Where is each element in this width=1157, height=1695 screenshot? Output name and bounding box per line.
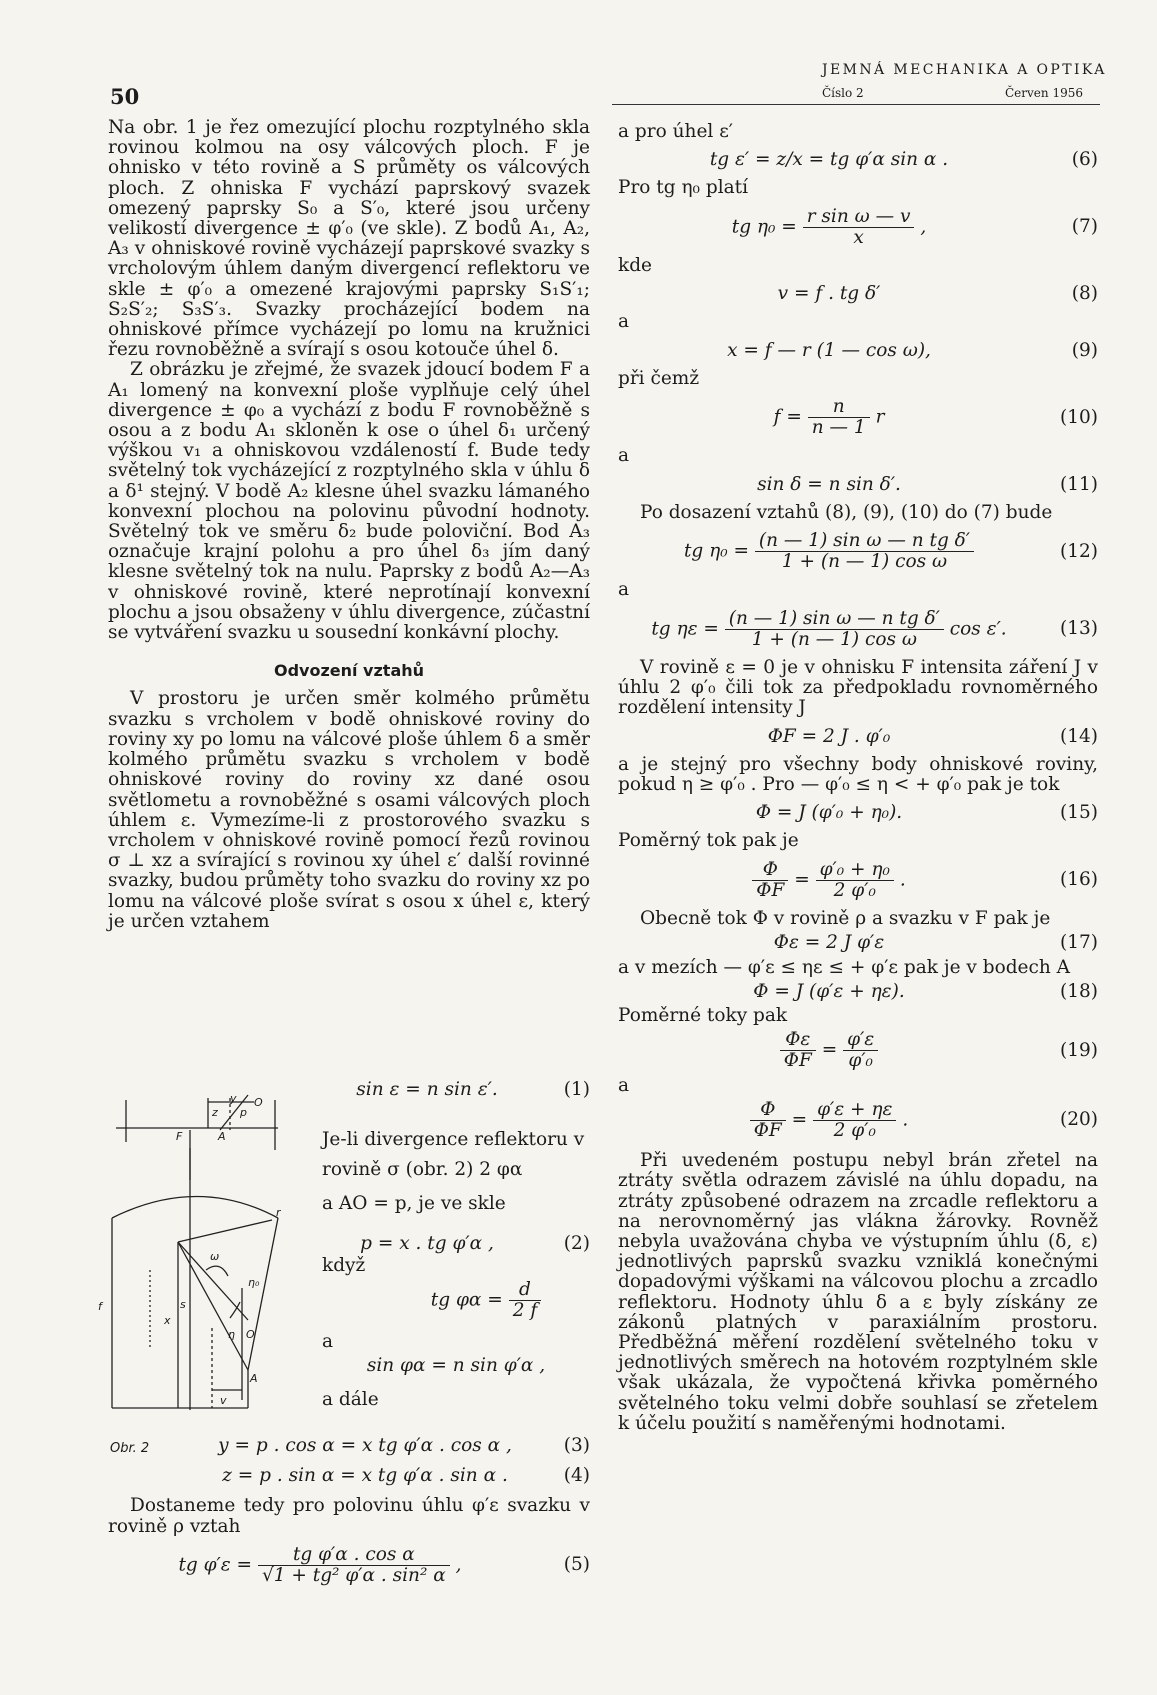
page-number: 50 [110, 84, 140, 109]
text-line: při čemž [618, 367, 700, 389]
left-column [108, 118, 590, 932]
equation-number: (5) [563, 1554, 590, 1576]
numerator: Φ [750, 1100, 786, 1121]
denominator: ΦF [783, 1050, 812, 1072]
equation-number: (17) [1060, 932, 1098, 954]
text-line: a [618, 311, 630, 333]
text-line: a v mezích — φ′ε ≤ ηε ≤ + φ′ε pak je v bodech A [618, 956, 1071, 978]
numerator: φ′ε [843, 1030, 878, 1051]
text-line: a [618, 579, 630, 601]
paragraph: Po dosazení vztahů (8), (9), (10) do (7) bude [640, 501, 1053, 523]
equation-tg-phi [322, 1280, 620, 1321]
equation: z = p . sin α = x tg φ′α . sin α . [222, 1465, 508, 1487]
numerator: r sin ω — v [803, 207, 915, 228]
paragraph: Z obrázku je zřejmé, že svazek jdoucí bodem F a A₁ lomený na konvexní ploše vyplňuje celý úhel divergence ± φ₀ a vychází z bodu F rovnoběžně s osou a z bodu A₁ skloněn k ose o úhel δ₁ určený výškou v₁ a ohniskovou vzdáleností f. Bude tedy světelný tok vycházející z rozptylného skla v úhlu δ a δ¹ stejný. V bodě A₂ klesne úhel svazku lámaného konvexní plochou na polovinu původní hodnoty. Světelný tok ve směru δ₂ bude poloviční. Bod A₃ označuje krajní polohu a pro úhel δ₃ jím daný klesne světelný tok na nulu. Paprsky z bodů A₂—A₃ v ohniskové rovině, které neprotínají konvexní plochu a jsou obsaženy v úhlu divergence, zúčastní se vytváření svazku u sousední konkávní plochy. [108, 359, 590, 644]
figure-label: y [230, 1092, 237, 1105]
text-line: Pro tg η₀ platí [618, 177, 748, 199]
equation-number: (7) [1071, 216, 1098, 238]
figure-2-drawing [108, 1070, 308, 1410]
denominator: ΦF [753, 1119, 782, 1141]
equation: sin ε = n sin ε′. [356, 1079, 498, 1100]
text-line: Poměrný tok pak je [618, 830, 799, 852]
right-column: a pro úhel ε′ tg ε′ = z/x = tg φ′α sin α . (6) Pro tg η₀ platí tg η₀ = $\frac{\text{r sin ω — v}}{x}$ , (7) kde v = f . tg δ′ (8) a x = f — r (1 — cos ω), (9) při čemž f = $\frac{n}{n — 1}$ r (10) a sin δ = n sin δ′. (11) Po dosazení vztahů (8), (9), (10) do (7) bude tg η₀ = $\frac{\text{(n — 1) sin ω — n tg δ′}}{\text{1 + (n — 1) cos ω}}$ (12) a tg ηε = $\frac{\text{(n — 1) sin ω — n tg δ′}}{\text{1 + (n — 1) cos ω}}$ cos ε′. (13) V rovině ε = 0 je v ohnisku F intensita záření J v úhlu 2 φ′₀ čili tok za předpokladu rovnoměrného rozdělení intensity J ΦF = 2 J . φ′₀ (14) a je stejný pro všechny body ohniskové roviny, pokud η ≥ φ′₀ . Pro — φ′₀ ≤ η < + φ′₀ pak je tok Φ = J (φ′₀ + η₀). (15) Poměrný tok pak je $\frac{\Phi}{\Phi F}$ = $\frac{\text{φ′₀ + η₀}}{\text{2 φ′₀}}$ . (16) Obecně tok Φ v rovině ρ a svazku v F pak je Φε = 2 J φ′ε (17) a v mezích — φ′ε ≤ ηε ≤ + φ′ε pak je v bodech A Φ = J (φ′ε + ηε). (18) Poměrné toky pak $\frac{\Phi\varepsilon}{\Phi F}$ = $\frac{\varphi'\varepsilon}{\text{φ′₀}}$ (19) a $\frac{\Phi}{\Phi F}$ = $\frac{\varphi'\varepsilon + \eta\varepsilon}{\text{2 φ′₀}}$ . (20) Při uvedeném postupu nebyl brán zřetel na ztráty světla odrazem závislé na úhlu dopadu, na ztráty způsobené odrazem na zrcadle reflektoru a na nerovnoměrný jas vlákna žárovky. Rovněž nebyla uvažována chyba ve výstupním úhlu (δ, ε) jednotlivých paprsků svazku vzniklá konečnými dopadovými výškami na válcovou plochu a zrcadlo reflektoru. Hodnoty úhlu δ a ε byly získány ze zákonů platných v paraxiálním prostoru. Předběžná měření rozdělení světelného toku v jednotlivých směrech na hotovém rozptylném skle však ukázala, že vypočtená křivka poměrného světelného toku velmi dobře souhlasí se zřetelem k účelu použití s naměřenými hodnotami. [618, 121, 1098, 1434]
fraction [258, 1545, 450, 1586]
equation: ΦF = 2 J . φ′₀ [767, 725, 891, 747]
numerator: (n — 1) sin ω — n tg δ′ [725, 609, 944, 630]
equation-number: (10) [1060, 406, 1098, 428]
paragraph: Obecně tok Φ v rovině ρ a svazku v F pak je [640, 908, 1051, 930]
numerator: d [509, 1280, 542, 1301]
figure-label: O [254, 1096, 263, 1109]
equation-number: (1) [563, 1079, 590, 1100]
fraction [755, 531, 974, 572]
paragraph: a je stejný pro všechny body ohniskové roviny, pokud η ≥ φ′₀ . Pro — φ′₀ ≤ η < + φ′₀ pak je tok [618, 753, 1098, 796]
equation-number: (12) [1060, 540, 1098, 562]
equation: sin φα = n sin φ′α , [366, 1355, 546, 1376]
paragraph: Při uvedeném postupu nebyl brán zřetel na ztráty světla odrazem závislé na úhlu dopadu, na ztráty způsobené odrazem na zrcadle reflektoru a na nerovnoměrný jas vlákna žárovky. Rovněž nebyla uvažována chyba ve výstupním úhlu (δ, ε) jednotlivých paprsků svazku vzniklá konečnými dopadovými výškami na válcovou plochu a zrcadlo reflektoru. Hodnoty úhlu δ a ε byly získány ze zákonů platných v paraxiálním prostoru. Předběžná měření rozdělení světelného toku v jednotlivých směrech na hotovém rozptylném skle však ukázala, že vypočtená křivka poměrného světelného toku velmi dobře souhlasí se zřetelem k účelu použití s naměřenými hodnotami. [618, 1150, 1098, 1434]
left-bottom: y = p . cos α = x tg φ′α . cos α , (3) z = p . sin α = x tg φ′α . sin α . (4) Dostaneme tedy pro polovinu úhlu φ′ε svazku v rovině ρ vztah tg φ′ε = $\frac{\text{tg φ′α . cos α}}{\text{√1 + tg² φ′α . sin² α}}$ , (5) [108, 1435, 590, 1587]
issue-date: Červen 1956 [1005, 86, 1083, 100]
equation: x = f — r (1 — cos ω), [727, 339, 931, 361]
equation: tg ε′ = z/x = tg φ′α sin α . [709, 149, 949, 171]
denominator: 1 + (n — 1) cos ω [781, 551, 948, 573]
equation-number: (8) [1071, 283, 1098, 305]
denominator: 1 + (n — 1) cos ω [751, 628, 917, 650]
figure-label: η₀ [248, 1276, 260, 1289]
numerator: φ′ε + ηε [813, 1100, 896, 1121]
text-line: a [618, 445, 630, 467]
issue-label: Číslo 2 [822, 86, 864, 100]
equation-rhs: r [875, 406, 885, 428]
figure-label: f [98, 1300, 102, 1313]
figure-caption: Obr. 2 [110, 1441, 150, 1456]
equation-number: (6) [1071, 149, 1098, 171]
paragraph: Dostaneme tedy pro polovinu úhlu φ′ε svazku v rovině ρ vztah [108, 1495, 590, 1537]
figure-label: v [220, 1394, 227, 1407]
equation: Φε = 2 J φ′ε [773, 932, 885, 954]
fraction [509, 1280, 542, 1321]
equation-lhs: tg η₀ = [683, 540, 750, 562]
equation: v = f . tg δ′ [777, 283, 881, 305]
fraction [750, 1100, 786, 1141]
text-line: a pro úhel ε′ [618, 121, 733, 142]
equation-number: (20) [1060, 1109, 1098, 1131]
denominator: 2 φ′₀ [833, 1119, 876, 1141]
figure-label: F [176, 1130, 183, 1143]
side-text: a [322, 1331, 334, 1352]
section-heading: Odvození vztahů [273, 661, 425, 681]
equation-number: (15) [1060, 802, 1098, 824]
equation-rhs: cos ε′. [949, 618, 1007, 640]
figure-label: s [180, 1298, 186, 1311]
numerator: tg φ′α . cos α [258, 1545, 450, 1566]
equation-number: (2) [563, 1233, 590, 1254]
denominator: ΦF [756, 879, 785, 901]
side-text: Je-li divergence reflektoru v rovině σ (obr. 2) 2 φα [322, 1129, 585, 1180]
fraction [725, 609, 944, 650]
figure-label: p [240, 1106, 247, 1119]
figure-label: ω [210, 1250, 220, 1263]
equation-lhs: tg φ′ε = [178, 1554, 253, 1576]
fraction [813, 1100, 896, 1141]
header-rule [612, 104, 1100, 105]
figure-2 [98, 1070, 308, 1410]
fraction [780, 1030, 816, 1071]
fraction [808, 397, 870, 438]
numerator: Φε [780, 1030, 816, 1051]
equation-number: (13) [1060, 618, 1098, 640]
paragraph: Na obr. 1 je řez omezující plochu rozptylného skla rovinou kolmou na osy válcových ploch. F je ohnisko v této rovině a S průměty os válcových ploch. Z ohniska F vychází paprskový svazek omezený paprsky S₀ a S′₀, které jsou určeny velikostí divergence ± φ′₀ (ve skle). Z bodů A₁, A₂, A₃ v ohniskové rovině vycházejí paprskové svazky s vrcholovým úhlem daným divergencí reflektoru ve skle ± φ′₀ a omezené krajovými paprsky S₁S′₁; S₂S′₂; S₃S′₃. Svazky procházející bodem na ohniskové přímce vycházejí po lomu na kružnici řezu rovnoběžně a svírají s osou kotouče úhel δ. [108, 117, 590, 361]
figure-label: r [276, 1206, 281, 1219]
figure-label: z [212, 1106, 218, 1119]
equation-number: (9) [1071, 339, 1098, 361]
numerator: φ′₀ + η₀ [816, 860, 894, 881]
text-line: a [618, 1074, 630, 1096]
paragraph: V prostoru je určen směr kolmého průmětu svazku s vrcholem v bodě ohniskové roviny do roviny xy po lomu na válcové ploše úhlem δ a směr kolmého průmětu svazku s vrcholem v bodě ohniskové roviny do roviny xz dané osou světlometu a rovnoběžné s osami válcových ploch úhlem ε. Vymezíme-li z prostorového svazku s vrcholem v ohniskové rovině pomocí řezů rovinou σ ⊥ xz a svírající s rovinou xy úhel ε′ další rovinné svazky, budou průměty toho svazku do roviny xz po lomu na válcové ploše svírat s osou x úhel ε, který je určen vztahem [108, 688, 590, 932]
denominator: 2 φ′₀ [833, 879, 876, 901]
equation-number: (11) [1060, 473, 1098, 495]
equation: sin δ = n sin δ′. [757, 473, 901, 495]
text-line: Poměrné toky pak [618, 1004, 788, 1026]
equation: Φ = J (φ′₀ + η₀). [755, 802, 903, 824]
equation-lhs: tg η₀ = [731, 216, 797, 238]
side-text: a AO = p, je ve skle [322, 1193, 506, 1214]
equation-1-row [322, 1080, 590, 1100]
figure-label: A [250, 1372, 258, 1385]
equation-number: (16) [1060, 869, 1098, 891]
figure-label: η [228, 1328, 235, 1341]
equation-number: (3) [563, 1435, 590, 1456]
figure-label: A [218, 1130, 226, 1143]
equation-number: (4) [563, 1465, 590, 1487]
equation-lhs: tg ηε = [651, 618, 719, 640]
numerator: (n — 1) sin ω — n tg δ′ [755, 531, 974, 552]
equation-number: (18) [1060, 980, 1098, 1002]
fraction [816, 860, 894, 901]
denominator: x [853, 226, 864, 248]
equation-lhs: tg φα = [430, 1289, 503, 1311]
equation-number: (14) [1060, 725, 1098, 747]
denominator: n — 1 [811, 417, 866, 439]
equation-lhs: f = [773, 406, 802, 428]
denominator: √1 + tg² φ′α . sin² α [261, 1565, 446, 1587]
denominator: 2 f [512, 1300, 538, 1322]
fraction [843, 1030, 878, 1071]
fraction [803, 207, 915, 248]
equation: Φ = J (φ′ε + ηε). [753, 980, 905, 1002]
text-line: kde [618, 255, 653, 277]
side-text: když [322, 1255, 366, 1276]
figure-label: x [164, 1314, 171, 1327]
equation-number: (19) [1060, 1039, 1098, 1061]
equation: p = x . tg φ′α , [360, 1233, 494, 1254]
denominator: φ′₀ [848, 1050, 873, 1072]
paragraph: V rovině ε = 0 je v ohnisku F intensita záření J v úhlu 2 φ′₀ čili tok za předpokladu rovnoměrného rozdělení intensity J [618, 657, 1098, 719]
side-text: a dále [322, 1389, 379, 1410]
figure-label: O [246, 1328, 255, 1341]
numerator: n [808, 397, 870, 418]
equation: y = p . cos α = x tg φ′α . cos α , [218, 1435, 512, 1456]
equation-2-row [322, 1234, 590, 1254]
fraction [752, 860, 788, 901]
journal-title: JEMNÁ MECHANIKA A OPTIKA [822, 62, 1107, 78]
numerator: Φ [752, 860, 788, 881]
